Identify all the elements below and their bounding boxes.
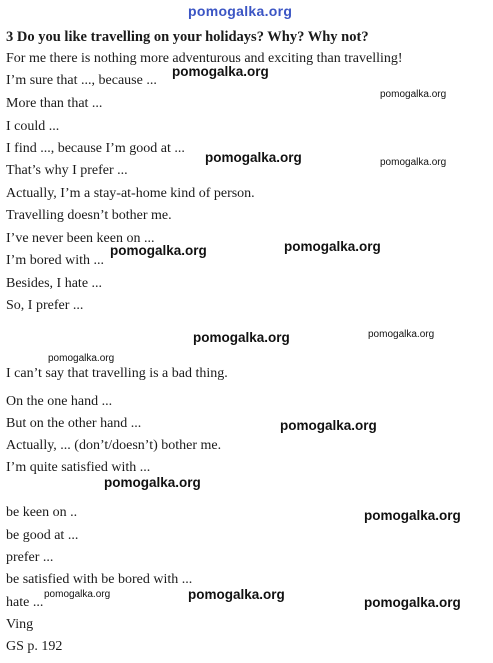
text-line: be satisfied with be bored with ... xyxy=(6,572,193,587)
watermark: pomogalka.org xyxy=(44,589,111,600)
text-line: I’m quite satisfied with ... xyxy=(6,460,151,475)
text-line: I could ... xyxy=(6,119,60,134)
text-line: prefer ... xyxy=(6,550,54,565)
text-line: But on the other hand ... xyxy=(6,416,142,431)
text-line: Travelling doesn’t bother me. xyxy=(6,208,172,223)
text-line: I’ve never been keen on ... xyxy=(6,231,155,246)
text-line: More than that ... xyxy=(6,96,103,111)
watermark: pomogalka.org xyxy=(380,157,447,168)
watermark: pomogalka.org xyxy=(364,595,461,610)
text-line: For me there is nothing more adventurous and exciting than travelling! xyxy=(6,51,403,66)
exercise-heading: 3 Do you like travelling on your holidays? Why? Why not? xyxy=(6,29,369,45)
watermark: pomogalka.org xyxy=(280,418,377,433)
watermark: pomogalka.org xyxy=(368,329,435,340)
text-line: I’m bored with ... xyxy=(6,253,104,268)
text-line: hate ... xyxy=(6,595,44,610)
header-watermark: pomogalka.org xyxy=(188,3,293,19)
text-line: Actually, I’m a stay-at-home kind of person. xyxy=(6,186,255,201)
text-line: Actually, ... (don’t/doesn’t) bother me. xyxy=(6,438,222,453)
text-line: I find ..., because I’m good at ... xyxy=(6,141,185,156)
text-line: Ving xyxy=(6,617,34,632)
watermark: pomogalka.org xyxy=(284,239,381,254)
watermark: pomogalka.org xyxy=(172,64,269,79)
watermark: pomogalka.org xyxy=(110,243,207,258)
text-line: Besides, I hate ... xyxy=(6,276,103,291)
watermark: pomogalka.org xyxy=(48,353,115,364)
watermark: pomogalka.org xyxy=(193,330,290,345)
watermark: pomogalka.org xyxy=(205,150,302,165)
text-line: be keen on .. xyxy=(6,505,78,520)
text-line: I’m sure that ..., because ... xyxy=(6,73,157,88)
watermark: pomogalka.org xyxy=(380,89,447,100)
text-line: I can’t say that travelling is a bad thing. xyxy=(6,366,228,381)
text-line: be good at ... xyxy=(6,528,79,543)
watermark: pomogalka.org xyxy=(188,587,285,602)
text-line: So, I prefer ... xyxy=(6,298,84,313)
text-line: That’s why I prefer ... xyxy=(6,163,128,178)
text-line: GS p. 192 xyxy=(6,639,63,654)
watermark: pomogalka.org xyxy=(364,508,461,523)
text-line: On the one hand ... xyxy=(6,394,113,409)
watermark: pomogalka.org xyxy=(104,475,201,490)
